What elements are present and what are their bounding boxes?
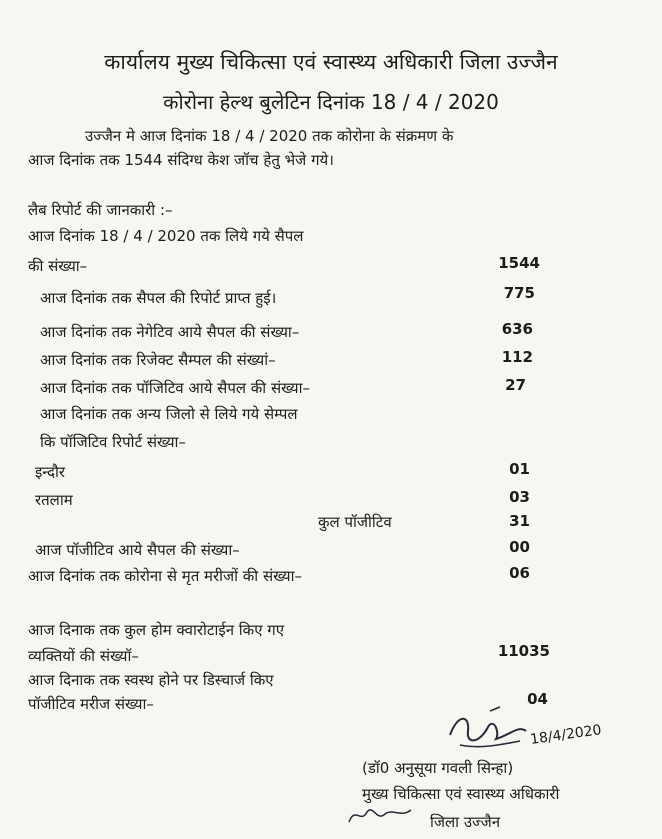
positive-label: आज दिनांक तक पॉजिटिव आये सैपल की संख्या– — [40, 379, 310, 397]
negative-label: आज दिनांक तक नेगेटिव आये सैपल की संख्या– — [40, 323, 300, 341]
officer-title: मुख्य चिकित्सा एवं स्वास्थ्य अधिकारी — [362, 785, 560, 803]
deaths-label: आज दिनांक तक कोरोना से मृत मरीजों की संख्या– — [28, 567, 302, 585]
received-label: आज दिनांक तक सैपल की रिपोर्ट प्राप्त हुई। — [40, 289, 277, 307]
today-positive-value: 00 — [509, 538, 530, 556]
negative-value: 636 — [501, 320, 533, 338]
discharge-line-1: आज दिनाक तक स्वस्थ होने पर डिस्चार्ज किए — [28, 671, 274, 689]
ratlam-value: 03 — [509, 488, 530, 506]
other-district-line-1: आज दिनांक तक अन्य जिलो से लिये गये सेम्पल — [40, 405, 298, 423]
quarantine-value: 11035 — [497, 642, 550, 660]
positive-value: 27 — [505, 376, 526, 394]
quarantine-line-1: आज दिनाक तक कुल होम क्वारोटाईन किए गए — [28, 621, 284, 639]
samples-label-line-2: की संख्या– — [28, 257, 88, 275]
other-district-line-2: कि पॉजिटिव रिपोर्ट संख्या– — [40, 433, 186, 451]
bulletin-title: कोरोना हेल्थ बुलेटिन दिनांक 18 / 4 / 2020 — [163, 90, 499, 114]
rejected-label: आज दिनांक तक रिजेक्ट सैम्पल की संख्यां– — [40, 351, 276, 369]
ratlam-label: रतलाम — [35, 491, 73, 509]
total-positive-value: 31 — [509, 512, 530, 530]
received-value: 775 — [503, 284, 535, 302]
officer-name: (डॉ0 अनुसूया गवली सिन्हा) — [362, 759, 514, 777]
officer-district: जिला उज्जैन — [430, 813, 501, 831]
samples-label-line-1: आज दिनांक 18 / 4 / 2020 तक लिये गये सैपल — [28, 227, 304, 245]
deaths-value: 06 — [509, 564, 530, 582]
intro-line-2: आज दिनांक तक 1544 संदिग्ध केश जॉच हेतु भेजे गये। — [28, 151, 334, 169]
total-positive-label: कुल पॉजीटिव — [318, 513, 392, 531]
intro-line-1: उज्जैन मे आज दिनांक 18 / 4 / 2020 तक कोरोना के संक्रमण के — [85, 127, 454, 145]
rejected-value: 112 — [501, 348, 533, 366]
quarantine-line-2: व्यक्तियों की संख्यॉ– — [28, 647, 139, 665]
lab-report-heading: लैब रिपोर्ट की जानकारी :– — [28, 201, 173, 219]
discharge-line-2: पॉजीटिव मरीज संख्या– — [28, 695, 154, 713]
signature-date: 18/4/2020 — [529, 722, 603, 748]
initials-scribble — [345, 800, 415, 830]
office-heading: कार्यालय मुख्य चिकित्सा एवं स्वास्थ्य अधिकारी जिला उज्जैन — [104, 50, 558, 74]
indore-value: 01 — [509, 460, 530, 478]
discharge-value: 04 — [527, 690, 548, 708]
today-positive-label: आज पॉजीटिव आये सैपल की संख्या– — [35, 541, 240, 559]
indore-label: इन्दौर — [35, 463, 65, 481]
samples-value: 1544 — [498, 254, 540, 272]
